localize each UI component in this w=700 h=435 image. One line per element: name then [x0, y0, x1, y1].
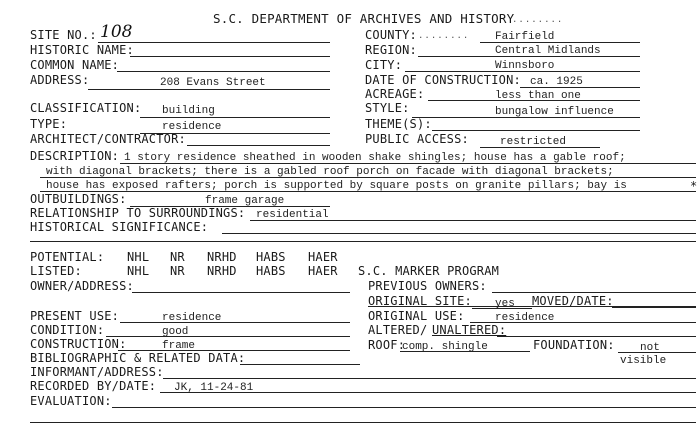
informant-line: [163, 378, 696, 379]
potential-nr: NR: [170, 250, 185, 264]
description-underline-2: [40, 177, 696, 178]
condition-label: CONDITION:: [30, 323, 105, 337]
recorded-label: RECORDED BY/DATE:: [30, 379, 157, 393]
listed-nrhd: NRHD: [207, 264, 237, 278]
outbuildings-label: OUTBUILDINGS:: [30, 192, 127, 206]
roof-label: ROOF:: [368, 338, 406, 352]
roof-line: [400, 351, 530, 352]
recorded-line: [160, 392, 696, 393]
present-use-label: PRESENT USE:: [30, 309, 120, 323]
roof-value: comp. shingle: [402, 341, 488, 353]
city-line: [405, 71, 640, 72]
description-underline-1: [120, 163, 696, 164]
style-value: bungalow influence: [495, 106, 614, 118]
moved-date-label: MOVED/DATE:: [532, 294, 614, 308]
address-value: 208 Evans Street: [160, 77, 266, 89]
style-line: [412, 117, 640, 118]
title-dots: ........: [512, 15, 564, 25]
construction-label: CONSTRUCTION:: [30, 337, 127, 351]
common-name-label: COMMON NAME:: [30, 58, 120, 72]
acreage-line: [428, 100, 640, 101]
classification-label: CLASSIFICATION:: [30, 101, 142, 115]
section-divider: [30, 241, 696, 242]
region-line: [418, 56, 640, 57]
potential-nrhd: NRHD: [207, 250, 237, 264]
listed-nhl: NHL: [127, 264, 150, 278]
region-label: REGION:: [365, 43, 417, 57]
owner-line: [132, 292, 350, 293]
owner-label: OWNER/ADDRESS:: [30, 279, 134, 293]
architect-line: [187, 145, 330, 146]
informant-label: INFORMANT/ADDRESS:: [30, 365, 164, 379]
foundation-line: [618, 352, 696, 353]
address-line: [88, 89, 330, 90]
classification-line: [140, 117, 330, 118]
previous-owners-label: PREVIOUS OWNERS:: [368, 279, 487, 293]
listed-label: LISTED:: [30, 264, 82, 278]
foundation-label: FOUNDATION:: [533, 338, 615, 352]
altered-label: ALTERED/: [368, 323, 428, 337]
type-label: TYPE:: [30, 117, 68, 131]
present-use-value: residence: [162, 312, 222, 324]
description-line-1: 1 story residence sheathed in wooden shake shingles; house has a gable roof;: [124, 152, 626, 164]
original-site-label: ORIGINAL SITE:: [368, 294, 472, 308]
city-value: Winnsboro: [495, 60, 555, 72]
themes-label: THEME(S):: [365, 117, 432, 131]
foundation-value-1: not: [640, 342, 660, 354]
themes-line: [432, 130, 640, 131]
relationship-label: RELATIONSHIP TO SURROUNDINGS:: [30, 206, 246, 220]
original-use-label: ORIGINAL USE:: [368, 309, 465, 323]
historic-name-label: HISTORIC NAME:: [30, 43, 134, 57]
site-no-label: SITE NO.:: [30, 28, 97, 42]
address-label: ADDRESS:: [30, 73, 90, 87]
architect-label: ARCHITECT/CONTRACTOR:: [30, 132, 186, 146]
listed-haer: HAER: [308, 264, 338, 278]
previous-owners-line: [492, 292, 696, 293]
description-line-2: with diagonal brackets; there is a gabled roof porch on facade with diagonal brackets;: [46, 166, 614, 178]
public-access-line: [480, 147, 600, 148]
foundation-value-2: visible: [620, 355, 667, 367]
listed-habs: HABS: [256, 264, 286, 278]
classification-value: building: [162, 105, 215, 117]
common-name-line: [117, 71, 330, 72]
description-underline-3: [40, 191, 696, 192]
date-line: [520, 87, 640, 88]
relationship-line: [250, 220, 696, 221]
original-site-line: [472, 308, 532, 309]
county-value: Fairfield: [495, 31, 555, 43]
original-site-value: yes: [495, 298, 515, 310]
acreage-value: less than one: [495, 90, 581, 102]
county-line: [480, 42, 640, 43]
bottom-line: [30, 422, 696, 423]
potential-haer: HAER: [308, 250, 338, 264]
public-access-value: restricted: [500, 136, 567, 148]
recorded-value: JK, 11-24-81: [174, 382, 254, 394]
listed-nr: NR: [170, 264, 185, 278]
acreage-label: ACREAGE:: [365, 87, 425, 101]
bibliographic-line: [240, 364, 360, 365]
bibliographic-label: BIBLIOGRAPHIC & RELATED DATA:: [30, 351, 246, 365]
description-label: DESCRIPTION:: [30, 149, 120, 163]
historic-name-line: [130, 56, 330, 57]
potential-label: POTENTIAL:: [30, 250, 105, 264]
county-label: COUNTY:: [365, 28, 417, 42]
outbuildings-value: frame garage: [205, 195, 285, 207]
county-dots: ........: [418, 31, 470, 41]
present-use-line: [120, 322, 350, 323]
type-value: residence: [162, 121, 222, 133]
potential-habs: HABS: [256, 250, 286, 264]
moved-date-line: [612, 307, 696, 308]
city-label: CITY:: [365, 58, 403, 72]
date-value: ca. 1925: [530, 76, 583, 88]
potential-nhl: NHL: [127, 250, 150, 264]
condition-line: [106, 336, 350, 337]
marker-program-label: S.C. MARKER PROGRAM: [358, 264, 500, 278]
public-access-label: PUBLIC ACCESS:: [365, 132, 469, 146]
historical-significance-label: HISTORICAL SIGNIFICANCE:: [30, 220, 209, 234]
date-label: DATE OF CONSTRUCTION:: [365, 73, 521, 87]
site-no-value: 108: [100, 22, 133, 42]
condition-value: good: [162, 326, 189, 338]
continuation-star: *: [690, 179, 698, 193]
altered-line: [497, 336, 696, 337]
evaluation-label: EVALUATION:: [30, 394, 112, 408]
description-line-3: house has exposed rafters; porch is supported by square posts on granite pillars; bay is: [46, 180, 627, 192]
evaluation-line: [112, 407, 696, 408]
unaltered-label: UNALTERED:: [432, 323, 507, 337]
relationship-value: residential: [256, 209, 329, 221]
form-title: S.C. DEPARTMENT OF ARCHIVES AND HISTORY: [213, 11, 515, 26]
style-label: STYLE:: [365, 101, 410, 115]
construction-value: frame: [162, 340, 196, 352]
historical-significance-line: [222, 233, 696, 234]
original-use-value: residence: [495, 312, 555, 324]
region-value: Central Midlands: [495, 45, 601, 57]
